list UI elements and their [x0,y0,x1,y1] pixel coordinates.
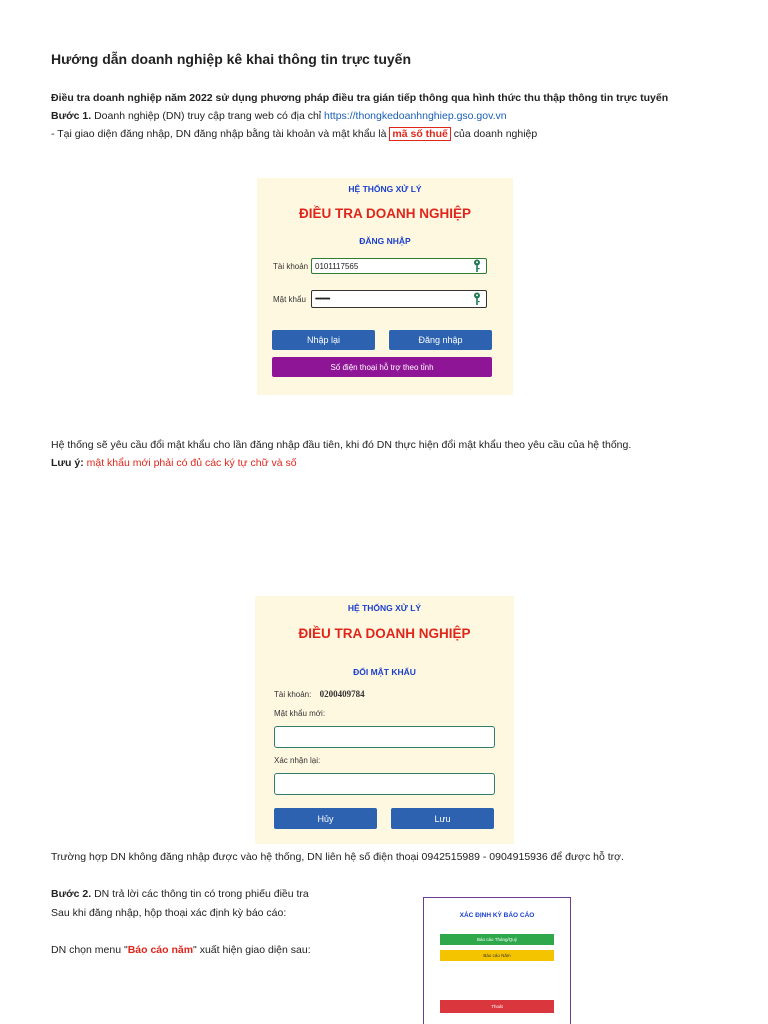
change-account-label [274,689,365,699]
confirm-password-label: Xác nhận lại: [274,756,321,765]
tax-code-highlight: mã số thuế [389,127,450,141]
after-login-line: Sau khi đăng nhập, hộp thoại xác định kỳ báo cáo: [51,907,287,919]
key-icon [473,259,481,273]
menu-line-post: " xuất hiện giao diện sau: [193,944,311,956]
account-input[interactable] [311,258,487,274]
change-password-panel [255,596,514,844]
new-password-label: Mật khẩu mới: [274,709,326,718]
step2-text: DN trả lời các thông tin có trong phiếu điều tra [91,888,309,900]
password-label: Mật khẩu [273,295,306,304]
report-period-dialog [423,897,571,1024]
change-subtitle: ĐỔI MẬT KHẨU [353,667,416,677]
account-input-value: 0101117565 [315,261,359,271]
support-line: Trường hợp DN không đăng nhập được vào hệ thống, DN liên hệ số điện thoại 0942515989 - 0904915936 để được hỗ trợ. [51,851,624,863]
change-account-label-text: Tài khoản: [274,690,312,699]
note-text: mật khẩu mới phải có đủ các ký tự chữ và số [83,457,297,469]
save-button[interactable]: Lưu [391,808,494,829]
login-system-title: HỆ THỐNG XỬ LÝ [348,184,422,194]
report-period-title: XÁC ĐỊNH KỲ BÁO CÁO [459,912,535,919]
change-system-title: HỆ THỐNG XỬ LÝ [347,603,422,613]
key-icon [473,292,481,306]
menu-line [51,943,311,957]
password-input-value: •••••••••• [315,295,330,303]
new-password-input[interactable] [274,726,495,748]
intro-line: Điều tra doanh nghiệp năm 2022 sử dụng phương pháp điều tra gián tiếp thông qua hình thức thu thập thông tin trực tuyến [51,92,669,104]
yearly-report-button[interactable]: Báo cáo Năm [440,950,554,961]
login-instruction-post: của doanh nghiệp [450,128,538,140]
login-instruction [51,127,537,141]
account-label: Tài khoản [273,262,309,271]
monthly-report-button[interactable]: Báo cáo Tháng/Quý [440,934,554,945]
change-password-line: Hệ thống sẽ yêu cầu đổi mật khẩu cho lần đăng nhập đầu tiên, khi đó DN thực hiện đổi mật khẩu theo yêu cầu của hệ thống. [51,439,632,451]
login-heading: ĐIỀU TRA DOANH NGHIỆP [298,206,471,221]
note-label: Lưu ý: [51,457,84,469]
confirm-password-input[interactable] [274,773,495,795]
yearly-report-highlight: Báo cáo năm [127,944,194,956]
step2-line [51,887,309,901]
step1-label: Bước 1. [51,110,92,122]
login-instruction-pre: - Tại giao diện đăng nhập, DN đăng nhập bằng tài khoản và mật khẩu là [51,128,390,140]
login-button[interactable]: Đăng nhập [389,330,492,350]
cancel-button[interactable]: Hủy [274,808,377,829]
password-input[interactable] [311,290,487,308]
website-link[interactable]: https://thongkedoanhnghiep.gso.gov.vn [324,110,507,122]
support-phone-button[interactable]: Số điện thoại hỗ trợ theo tỉnh [272,357,492,377]
step2-label: Bước 2. [51,888,92,900]
change-account-value: 0200409784 [319,689,365,699]
change-heading: ĐIỀU TRA DOANH NGHIỆP [298,626,471,641]
reset-button[interactable]: Nhập lại [272,330,375,350]
page-title: Hướng dẫn doanh nghiệp kê khai thông tin trực tuyến [51,51,412,67]
note-line [51,456,297,470]
step1-line [51,109,507,123]
login-panel [257,178,513,395]
step1-text: Doanh nghiệp (DN) truy cập trang web có địa chỉ [91,110,325,122]
menu-line-pre: DN chọn menu " [51,944,128,956]
exit-button[interactable]: Thoát [440,1000,554,1013]
login-subtitle: ĐĂNG NHẬP [359,236,411,246]
